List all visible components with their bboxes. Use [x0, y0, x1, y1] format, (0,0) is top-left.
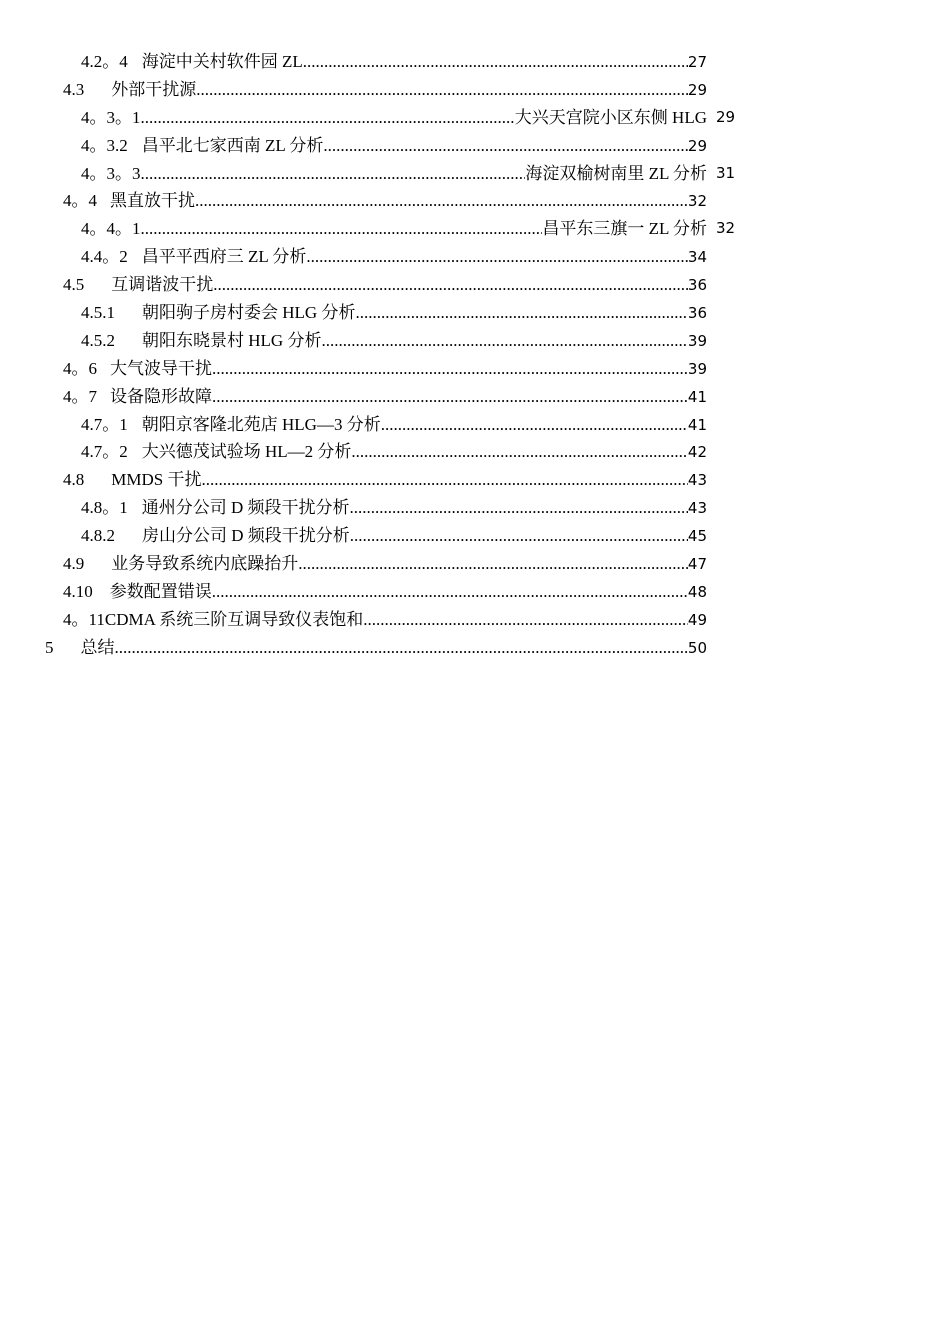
toc-dot-leader [141, 104, 515, 132]
toc-page-number: 49 [687, 610, 707, 629]
toc-page-number: 42 [687, 443, 707, 462]
toc-entry[interactable] [0, 522, 950, 550]
toc-entry-line [63, 466, 707, 495]
toc-entry-number: 4.5 [63, 275, 85, 295]
toc-dot-leader [303, 48, 688, 76]
toc-page-number: 39 [687, 359, 707, 378]
toc-entry[interactable] [0, 355, 950, 383]
toc-entry-title: 昌平平西府三 ZL 分析 [141, 247, 307, 267]
toc-dot-leader [195, 187, 688, 215]
toc-entry-line [63, 355, 707, 384]
toc-entry[interactable] [0, 76, 950, 104]
toc-entry-number: 5 [45, 637, 54, 657]
toc-dot-leader [212, 355, 688, 383]
toc-entry[interactable] [0, 327, 950, 355]
table-of-contents [0, 48, 950, 662]
toc-entry[interactable] [0, 299, 950, 327]
toc-entry-title: 大兴天宫院小区东侧 HLG [514, 107, 707, 127]
toc-entry-line [63, 271, 707, 300]
toc-dot-leader [355, 299, 687, 327]
toc-entry[interactable] [0, 578, 950, 606]
toc-entry-number: 4.10 [63, 581, 93, 601]
toc-entry-title: 昌平东三旗一 ZL 分析 [542, 219, 707, 239]
toc-entry[interactable] [0, 411, 950, 439]
toc-entry-line [63, 550, 707, 579]
toc-entry-line [81, 494, 707, 523]
toc-page-number: 47 [687, 555, 707, 574]
toc-entry-number: 4.3 [63, 79, 85, 99]
toc-entry-title: 朝阳驹子房村委会 HLG 分析 [142, 303, 356, 323]
toc-entry-line [81, 48, 707, 77]
toc-dot-leader [323, 132, 688, 160]
toc-entry-number: 4.5.1 [81, 303, 115, 323]
toc-dot-leader [212, 383, 688, 411]
toc-entry-line [81, 299, 707, 328]
toc-entry-line [45, 634, 707, 663]
toc-page-number: 29 [716, 107, 736, 126]
toc-entry-number: 4。7 [63, 386, 97, 406]
toc-entry-title: 参数配置错误 [109, 581, 212, 601]
toc-entry[interactable] [0, 104, 950, 132]
toc-dot-leader [141, 160, 526, 188]
toc-entry-title: CDMA 系统三阶互调导致仪表饱和 [104, 609, 364, 629]
toc-entry-title: 昌平北七家西南 ZL 分析 [141, 135, 324, 155]
toc-entry-line [81, 215, 707, 243]
toc-entry-title: 朝阳京客隆北苑店 HLG—3 分析 [141, 414, 381, 434]
toc-entry-number: 4。6 [63, 358, 97, 378]
toc-entry-number: 4.9 [63, 554, 85, 574]
toc-dot-leader [321, 327, 687, 355]
toc-dot-leader [213, 271, 688, 299]
toc-entry-title: 互调谐波干扰 [111, 275, 214, 295]
toc-dot-leader [115, 634, 688, 662]
toc-page-number: 34 [687, 248, 707, 267]
toc-entry[interactable] [0, 634, 950, 662]
toc-page-number: 31 [716, 163, 736, 182]
toc-entry-number: 4.8。1 [81, 498, 128, 518]
toc-entry-number: 4.4。2 [81, 247, 128, 267]
toc-entry-line [81, 243, 707, 272]
toc-dot-leader [298, 550, 688, 578]
toc-entry-line [81, 438, 707, 467]
toc-entry-number: 4。3.2 [81, 135, 128, 155]
toc-dot-leader [350, 494, 688, 522]
toc-entry-number: 4。11 [63, 609, 105, 629]
toc-entry-title: 外部干扰源 [111, 79, 197, 99]
toc-entry[interactable] [0, 160, 950, 188]
toc-dot-leader [381, 411, 688, 439]
toc-entry[interactable] [0, 187, 950, 215]
toc-page-number: 41 [687, 415, 707, 434]
toc-page-number: 48 [687, 582, 707, 601]
toc-page-number: 43 [687, 471, 707, 490]
toc-page-number: 29 [687, 80, 707, 99]
toc-entry-title: 大气波导干扰 [110, 358, 212, 378]
toc-dot-leader [201, 466, 687, 494]
toc-dot-leader [212, 578, 688, 606]
toc-entry-title: 业务导致系统内底躁抬升 [111, 554, 299, 574]
toc-entry[interactable] [0, 606, 950, 634]
toc-entry-title: 朝阳东晓景村 HLG 分析 [142, 330, 322, 350]
toc-page-number: 41 [687, 387, 707, 406]
toc-entry[interactable] [0, 494, 950, 522]
toc-entry[interactable] [0, 48, 950, 76]
toc-entry[interactable] [0, 383, 950, 411]
toc-entry-title: 黑直放干扰 [110, 191, 195, 211]
toc-page-number: 50 [687, 638, 707, 657]
toc-entry-title: 海淀中关村软件园 ZL [141, 52, 303, 71]
toc-entry-title: 房山分公司 D 频段干扰分析 [142, 526, 350, 546]
toc-entry-title: MMDS 干扰 [111, 470, 202, 490]
toc-entry-line [81, 104, 707, 132]
toc-entry-number: 4.5.2 [81, 330, 115, 350]
toc-page-number: 43 [687, 499, 707, 518]
toc-entry[interactable] [0, 215, 950, 243]
toc-dot-leader [351, 438, 687, 466]
toc-page-number: 32 [716, 219, 736, 238]
toc-entry-title: 设备隐形故障 [110, 386, 212, 406]
toc-page-number: 39 [687, 331, 707, 350]
toc-entry-line [81, 411, 707, 440]
toc-entry-line [63, 383, 707, 412]
toc-entry[interactable] [0, 466, 950, 494]
toc-dot-leader [350, 522, 688, 550]
toc-entry-line [81, 522, 707, 551]
toc-page-number: 36 [687, 304, 707, 323]
toc-entry[interactable] [0, 550, 950, 578]
toc-dot-leader [306, 243, 688, 271]
toc-entry-line [63, 578, 707, 607]
toc-entry-number: 4.7。1 [81, 414, 128, 434]
toc-entry[interactable] [0, 243, 950, 271]
toc-page-number: 45 [687, 527, 707, 546]
toc-entry-number: 4.7。2 [81, 442, 128, 462]
toc-entry-number: 4.2。4 [81, 52, 128, 71]
toc-entry-number: 4。3。3 [81, 163, 141, 183]
toc-page-number: 29 [687, 136, 707, 155]
toc-dot-leader [196, 76, 688, 104]
toc-entry-line [63, 606, 707, 635]
toc-entry-title: 通州分公司 D 频段干扰分析 [141, 498, 350, 518]
toc-page-number: 32 [687, 192, 707, 211]
toc-entry-line [63, 76, 707, 105]
toc-entry-number: 4.8.2 [81, 526, 115, 546]
toc-dot-leader [141, 215, 543, 243]
toc-page-number: 36 [687, 276, 707, 295]
toc-entry-number: 4.8 [63, 470, 85, 490]
toc-entry-title: 海淀双榆树南里 ZL 分析 [525, 163, 707, 183]
toc-entry-number: 4。4 [63, 191, 97, 211]
toc-entry[interactable] [0, 438, 950, 466]
toc-entry-title: 大兴德茂试验场 HL—2 分析 [141, 442, 352, 462]
toc-entry-line [81, 160, 707, 188]
toc-entry-title: 总结 [80, 637, 115, 657]
toc-entry-line [81, 327, 707, 356]
toc-entry-line [81, 132, 707, 161]
toc-dot-leader [363, 606, 688, 634]
toc-entry[interactable] [0, 271, 950, 299]
toc-entry-line [63, 187, 707, 216]
toc-entry-number: 4。4。1 [81, 219, 141, 239]
toc-entry-number: 4。3。1 [81, 107, 141, 127]
toc-page-number: 27 [687, 53, 707, 71]
toc-entry[interactable] [0, 132, 950, 160]
